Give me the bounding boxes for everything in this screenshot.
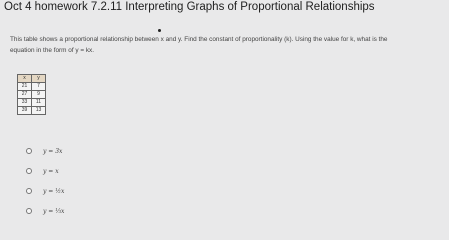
table-header-y: y: [32, 75, 46, 83]
choice-option-4[interactable]: [26, 205, 106, 217]
table-cell: 11: [32, 99, 46, 107]
question-prompt: [10, 34, 446, 56]
choice-option-3[interactable]: [26, 185, 106, 197]
table-cell: 7: [32, 83, 46, 91]
choice-label: y = ½x: [43, 187, 65, 195]
table-header-row: [18, 75, 46, 83]
choice-option-1[interactable]: [26, 145, 106, 157]
cursor-dot: [158, 29, 161, 32]
table-row: [18, 107, 46, 115]
table-row: [18, 91, 46, 99]
choice-label: y = x: [43, 167, 59, 175]
table-row: [18, 83, 46, 91]
table-cell: 27: [18, 91, 32, 99]
table-cell: 9: [32, 91, 46, 99]
table-row: [18, 99, 46, 107]
radio-button[interactable]: [26, 188, 32, 194]
table-cell: 13: [32, 107, 46, 115]
question-line-1: This table shows a proportional relationship between x and y. Find the constant of proportionality (k). Using the value for k, what is the: [10, 36, 388, 43]
choice-label: y = ⅓x: [43, 207, 65, 215]
question-line-2: equation in the form of y = kx.: [10, 47, 95, 54]
page-title: Oct 4 homework 7.2.11 Interpreting Graphs of Proportional Relationships: [4, 1, 375, 13]
table-header-x: x: [18, 75, 32, 83]
table-cell: 33: [18, 99, 32, 107]
radio-button[interactable]: [26, 168, 32, 174]
choice-option-2[interactable]: [26, 165, 106, 177]
choice-label: y = 3x: [43, 147, 63, 155]
data-table: [17, 74, 46, 115]
radio-button[interactable]: [26, 208, 32, 214]
radio-button[interactable]: [26, 148, 32, 154]
table-cell: 39: [18, 107, 32, 115]
table-cell: 21: [18, 83, 32, 91]
